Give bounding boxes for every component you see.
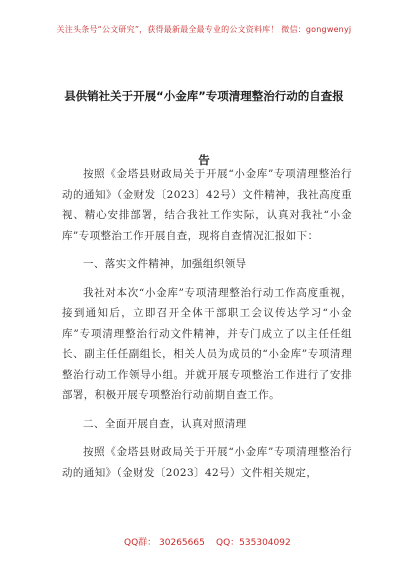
document-title-line-2: 告 xyxy=(198,153,210,167)
section-heading-2: 二、全面开展自查，认真对照清理 xyxy=(83,417,247,430)
document-title-line-1: 县供销社关于开展“小金库”专项清理整治行动的自查报 xyxy=(64,89,344,103)
footer-qq-group: QQ群： 30265665 xyxy=(124,538,205,548)
section-heading-1: 一、落实文件精神，加强组织领导 xyxy=(83,258,247,270)
top-promo-banner: 关注头条号“公文研究”，获得最新最全最专业的公文资料库！ 微信：gongwenyj xyxy=(56,25,352,34)
intro-paragraph: 按照《金塔县财政局关于开展“小金库”专项清理整治行动的通知》（金财发〔2023〕42号）文件精神，我社高度重视、精心安排部署，结合我社工作实际，认真对我社“小金库”专项整治工作开展自查，现将自查情况汇报如下： xyxy=(62,168,352,242)
section-1-paragraph: 我社对本次“小金库”专项清理整治行动工作高度重视，接到通知后，立即召开全体干部职工会议传达学习“小金库”专项清理整治行动文件精神，并专门成立了以主任任组长、副主任任副组长，相关人员为成员的“小金库”专项清理整治行动工作领导小组。并就开展专项整治工作进行了安排部署，积极开展专项整治行动前期自查工作。 xyxy=(62,286,352,401)
section-2-paragraph: 按照《金塔县财政局关于开展“小金库”专项清理整治行动的通知》（金财发〔2023〕42号）文件相关规定， xyxy=(62,446,352,479)
footer-contact-bar xyxy=(0,535,408,551)
footer-qq-number: QQ：535304092 xyxy=(216,538,291,548)
document-body xyxy=(62,164,352,491)
